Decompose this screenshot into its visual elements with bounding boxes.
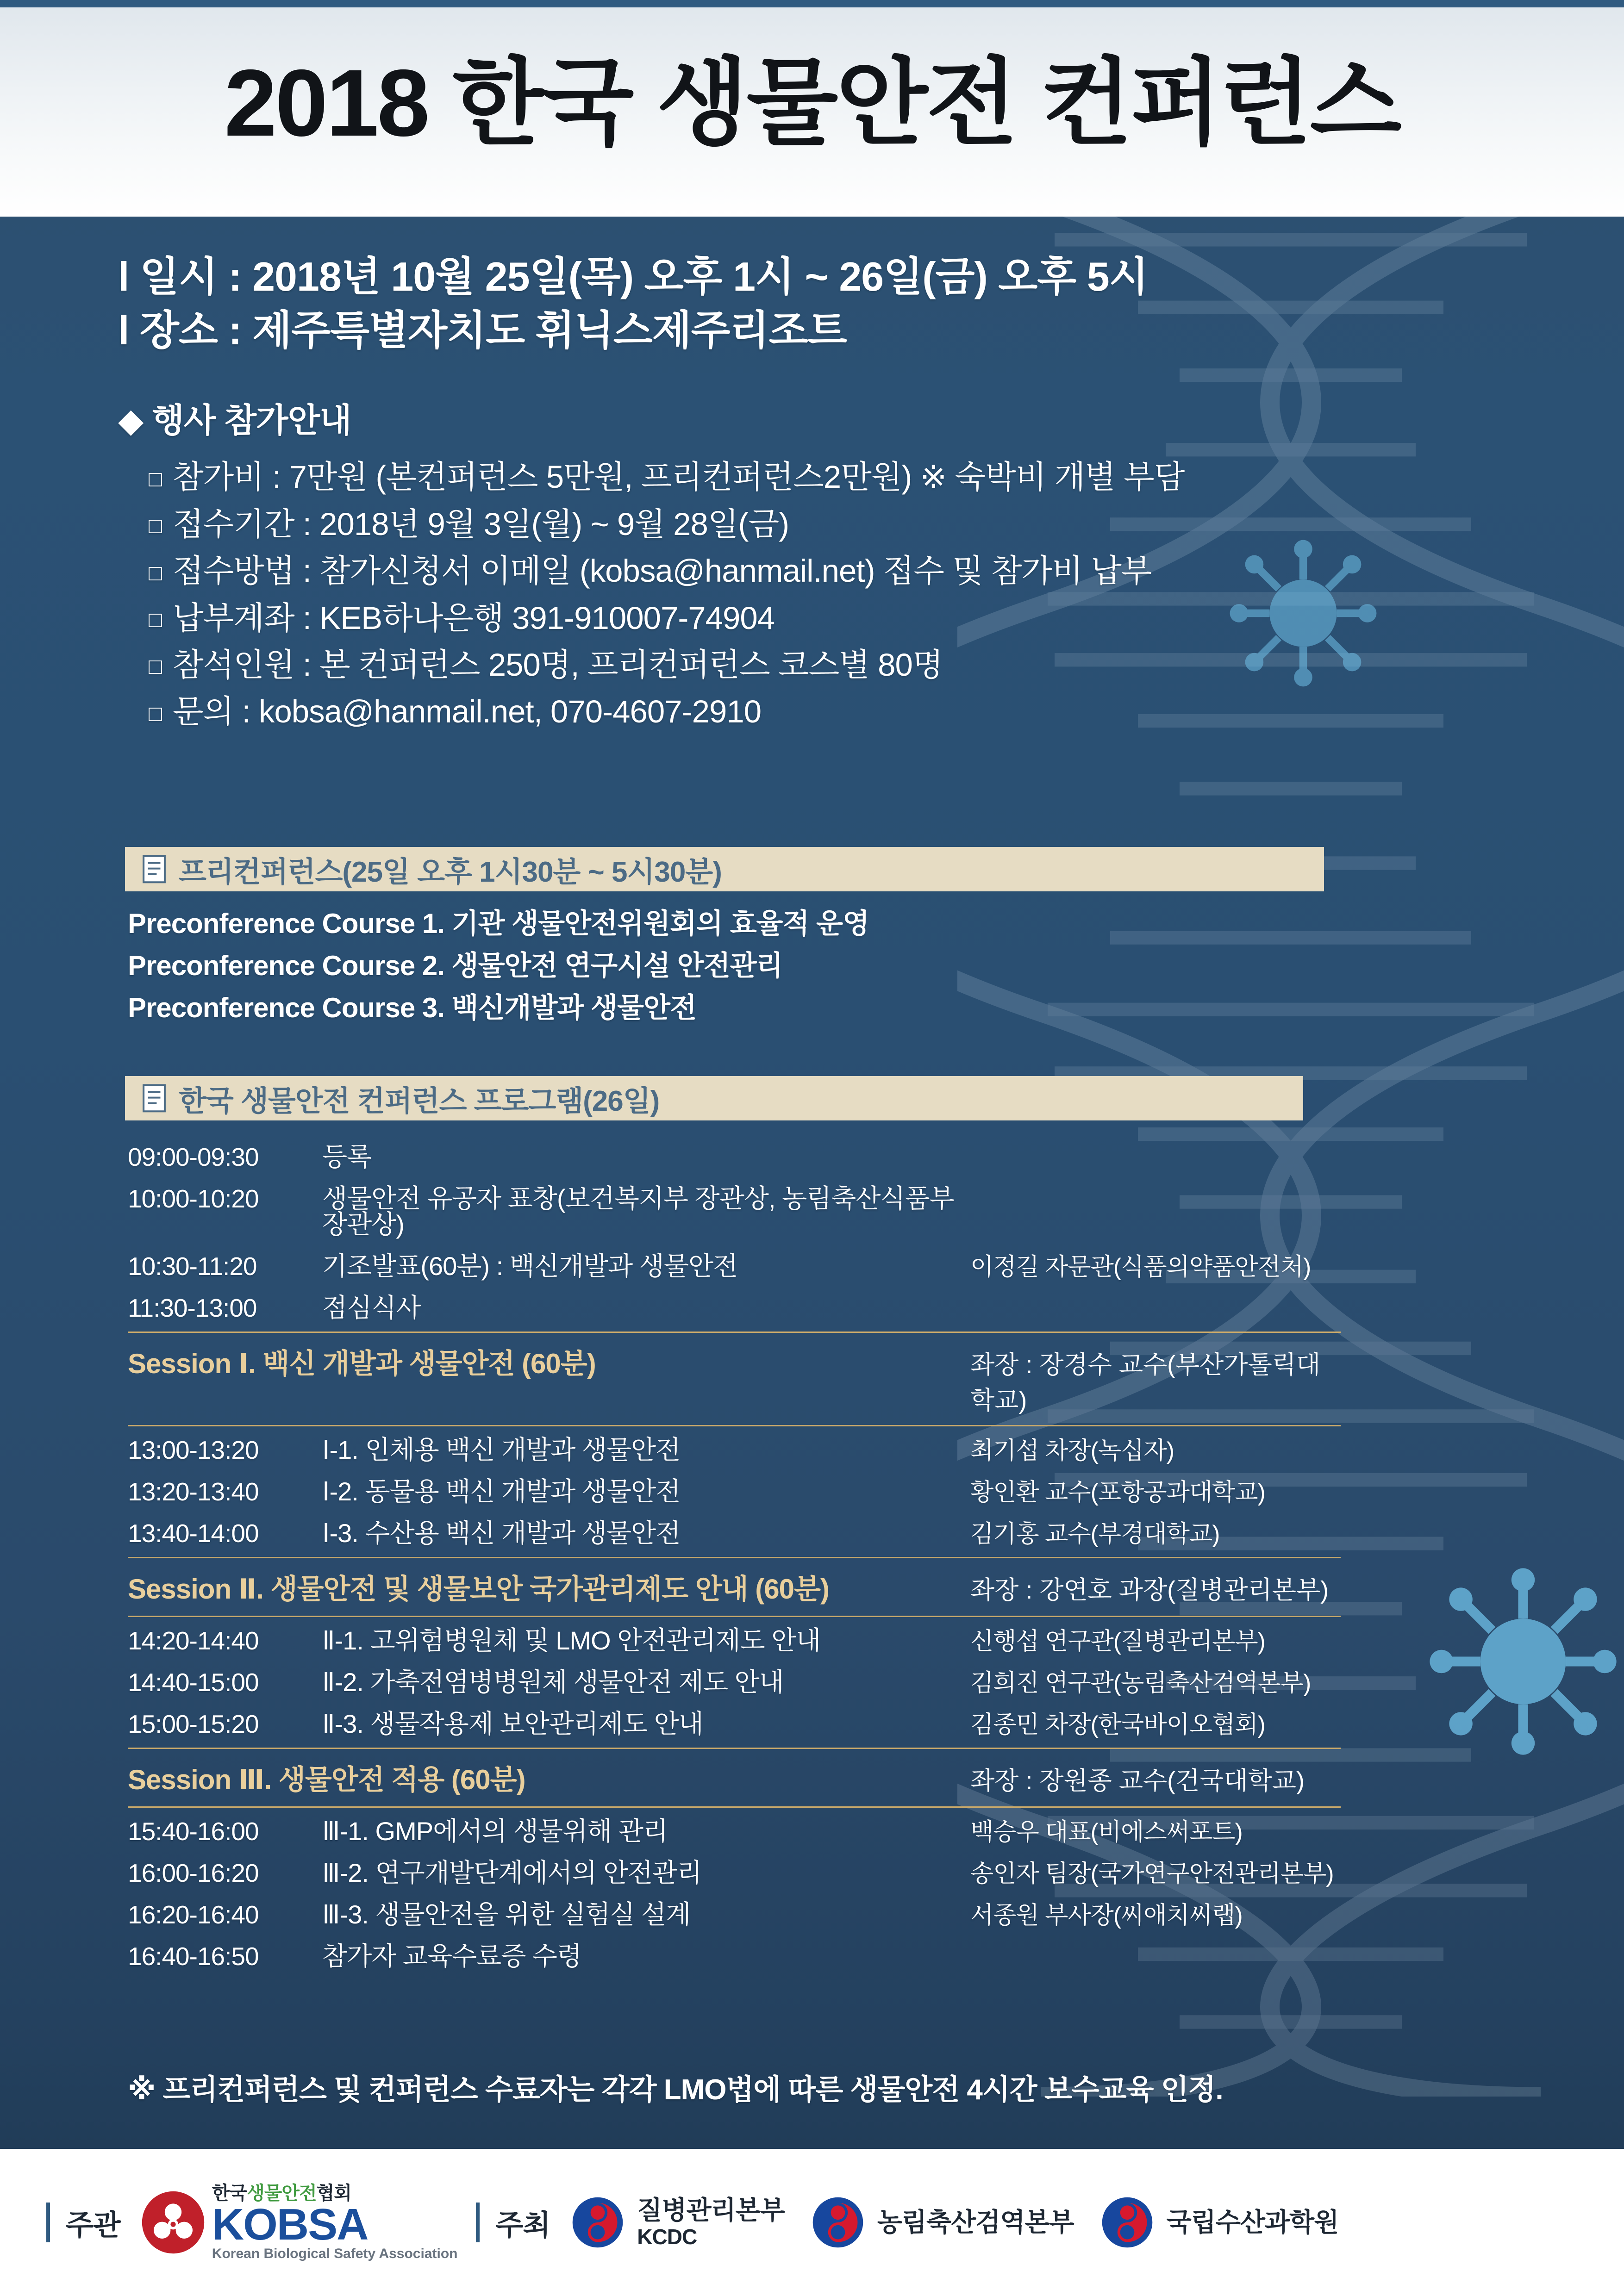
square-bullet-icon: □ [149, 560, 162, 585]
footer-divider [476, 2203, 480, 2242]
session-header-row [128, 1557, 1341, 1617]
row-desc: Ⅰ-1. 인체용 백신 개발과 생물안전 [322, 1435, 681, 1464]
row-desc: 기조발표(60분) : 백신개발과 생물안전 [322, 1251, 738, 1281]
row-desc: 점심식사 [322, 1293, 421, 1322]
participation-list [149, 454, 1461, 735]
table-row [128, 1620, 1341, 1661]
kobsa-korean-name: 한국생물안전협회 [212, 2183, 351, 2203]
page-title: 2018 한국 생물안전 컨퍼런스 [224, 50, 1400, 156]
row-desc: Ⅲ-2. 연구개발단계에서의 안전관리 [322, 1858, 702, 1887]
row-speaker: 최기섭 차장(녹십자) [970, 1437, 1174, 1464]
footer-bar [0, 2149, 1624, 2296]
government-emblem-icon [570, 2195, 625, 2250]
program-section-bar [125, 1076, 1303, 1120]
session-header-row [128, 1748, 1341, 1808]
row-desc: 참가자 교육수료증 수령 [322, 1941, 582, 1971]
program-footnote: ※ 프리컨퍼런스 및 컨퍼런스 수료자는 각각 LMO법에 따른 생물안전 4시간 보수교육 인정. [128, 2074, 1223, 2106]
row-desc: 생물안전 유공자 표창(보건복지부 장관상, 농림축산식품부 장관상) [322, 1184, 954, 1239]
list-item [149, 548, 1461, 594]
row-speaker: 김기홍 교수(부경대학교) [970, 1521, 1220, 1548]
list-item: Preconference Course 3. 백신개발과 생물안전 [128, 992, 696, 1024]
organizer-nifs [1100, 2195, 1339, 2250]
list-item [149, 688, 1461, 735]
kobsa-logo [141, 2184, 458, 2261]
row-time: 15:00-15:20 [128, 1710, 259, 1738]
row-time: 16:00-16:20 [128, 1859, 259, 1887]
program-schedule-table [128, 1136, 1341, 1977]
organizer-label: 주최 [495, 2209, 550, 2241]
session-title: Session Ⅱ. 생물안전 및 생물보안 국가관리제도 안내 (60분) [128, 1574, 829, 1605]
header-band [0, 0, 1624, 217]
table-row [128, 1852, 1341, 1894]
table-row [128, 1661, 1341, 1703]
biohazard-icon [141, 2190, 206, 2255]
square-bullet-icon: □ [149, 467, 162, 492]
session-chair: 좌장 : 장원종 교수(건국대학교) [970, 1767, 1305, 1795]
program-section-title: 한국 생물안전 컨퍼런스 프로그램(26일) [179, 1085, 660, 1117]
preconference-section-bar [125, 847, 1324, 891]
government-emblem-icon [811, 2195, 865, 2250]
row-speaker: 신행섭 연구관(질병관리본부) [970, 1628, 1265, 1655]
row-time: 10:00-10:20 [128, 1184, 259, 1213]
organizer-kcdc [570, 2195, 785, 2250]
row-speaker: 이정길 자문관(식품의약품안전처) [970, 1254, 1311, 1281]
row-speaker: 김종민 차장(한국바이오협회) [970, 1711, 1265, 1738]
table-row [128, 1287, 1341, 1329]
document-icon [142, 1084, 167, 1113]
organizer-name: 질병관리본부 KCDC [637, 2195, 785, 2249]
row-desc: 등록 [322, 1142, 372, 1171]
row-speaker: 황인환 교수(포항공과대학교) [970, 1479, 1265, 1506]
list-item [149, 454, 1461, 500]
row-time: 14:40-15:00 [128, 1668, 259, 1697]
list-item: Preconference Course 2. 생물안전 연구시설 안전관리 [128, 950, 783, 982]
table-row [128, 1471, 1341, 1512]
table-row [128, 1811, 1341, 1852]
document-icon [142, 855, 167, 884]
event-date: l 일시 : 2018년 10월 25일(목) 오후 1시 ~ 26일(금) 오후 5시 [118, 254, 1148, 299]
organizer-name: 농림축산검역본부 [877, 2207, 1074, 2237]
session-chair: 좌장 : 강연호 과장(질병관리본부) [970, 1576, 1329, 1604]
list-item-label: 참가비 : 7만원 (본컨퍼런스 5만원, 프리컨퍼런스2만원) ※ 숙박비 개별 부담 [173, 459, 1185, 495]
row-time: 15:40-16:00 [128, 1817, 259, 1846]
square-bullet-icon: □ [149, 514, 162, 539]
list-item-label: 접수방법 : 참가신청서 이메일 (kobsa@hanmail.net) 접수 및 참가비 납부 [173, 553, 1152, 589]
row-time: 16:40-16:50 [128, 1942, 259, 1971]
row-time: 11:30-13:00 [128, 1294, 257, 1322]
session-title: Session Ⅲ. 생물안전 적용 (60분) [128, 1764, 525, 1795]
list-item-label: 납부계좌 : KEB하나은행 391-910007-74904 [173, 600, 775, 636]
list-item [149, 501, 1461, 548]
session-chair: 좌장 : 장경수 교수(부산가톨릭대학교) [970, 1351, 1321, 1414]
organizer-qia [811, 2195, 1074, 2250]
table-row [128, 1703, 1341, 1745]
table-row [128, 1429, 1341, 1471]
session-title: Session Ⅰ. 백신 개발과 생물안전 (60분) [128, 1348, 596, 1379]
virus-particle-icon [1426, 1564, 1620, 1759]
table-row [128, 1136, 1341, 1178]
list-item-label: 참석인원 : 본 컨퍼런스 250명, 프리컨퍼런스 코스별 80명 [173, 647, 943, 683]
table-row [128, 1935, 1341, 1977]
row-time: 13:00-13:20 [128, 1436, 259, 1464]
row-desc: Ⅱ-2. 가축전염병병원체 생물안전 제도 안내 [322, 1668, 784, 1697]
list-item [149, 641, 1461, 688]
square-bullet-icon: □ [149, 654, 162, 679]
row-time: 16:20-16:40 [128, 1900, 259, 1929]
row-speaker: 서종원 부사장(씨애치씨랩) [970, 1902, 1243, 1929]
participation-heading: ◆ 행사 참가안내 [118, 402, 351, 440]
session-header-row [128, 1332, 1341, 1426]
preconference-section-title: 프리컨퍼런스(25일 오후 1시30분 ~ 5시30분) [179, 856, 722, 888]
row-speaker: 백승우 대표(비에스써포트) [970, 1819, 1243, 1846]
row-speaker: 송인자 팀장(국가연구안전관리본부) [970, 1860, 1334, 1887]
footer-divider [46, 2203, 50, 2242]
row-desc: Ⅲ-1. GMP에서의 생물위해 관리 [322, 1817, 668, 1846]
kobsa-english-name: Korean Biological Safety Association [212, 2246, 458, 2261]
list-item: Preconference Course 1. 기관 생물안전위원회의 효율적 운영 [128, 908, 869, 939]
row-desc: Ⅰ-2. 동물용 백신 개발과 생물안전 [322, 1477, 681, 1506]
host-label: 주관 [66, 2209, 120, 2241]
row-desc: Ⅰ-3. 수산용 백신 개발과 생물안전 [322, 1518, 681, 1548]
row-time: 09:00-09:30 [128, 1143, 259, 1171]
kobsa-wordmark [212, 2184, 458, 2261]
table-row [128, 1245, 1341, 1287]
row-desc: Ⅱ-3. 생물작용제 보안관리제도 안내 [322, 1709, 703, 1738]
table-row [128, 1512, 1341, 1554]
row-time: 14:20-14:40 [128, 1626, 259, 1655]
list-item-label: 접수기간 : 2018년 9월 3일(월) ~ 9월 28일(금) [173, 506, 789, 542]
event-place: l 장소 : 제주특별자치도 휘닉스제주리조트 [118, 307, 847, 354]
table-row [128, 1894, 1341, 1935]
event-info-block [118, 250, 1461, 735]
square-bullet-icon: □ [149, 608, 162, 633]
government-emblem-icon [1100, 2195, 1155, 2250]
row-speaker: 김희진 연구관(농림축산검역본부) [970, 1670, 1311, 1697]
row-desc: Ⅱ-1. 고위험병원체 및 LMO 안전관리제도 안내 [322, 1626, 821, 1655]
row-time: 13:40-14:00 [128, 1519, 259, 1548]
square-bullet-icon: □ [149, 701, 162, 726]
list-item-label: 문의 : kobsa@hanmail.net, 070-4607-2910 [173, 694, 762, 730]
list-item [149, 595, 1461, 641]
kobsa-acronym: KOBSA [212, 2200, 368, 2249]
organizer-name: 국립수산과학원 [1166, 2207, 1339, 2237]
header-top-rule [0, 0, 1624, 7]
row-time: 13:20-13:40 [128, 1477, 259, 1506]
row-time: 10:30-11:20 [128, 1252, 257, 1281]
table-row [128, 1178, 1341, 1245]
preconference-course-list [128, 902, 1331, 1029]
row-desc: Ⅲ-3. 생물안전을 위한 실험실 설계 [322, 1900, 691, 1929]
